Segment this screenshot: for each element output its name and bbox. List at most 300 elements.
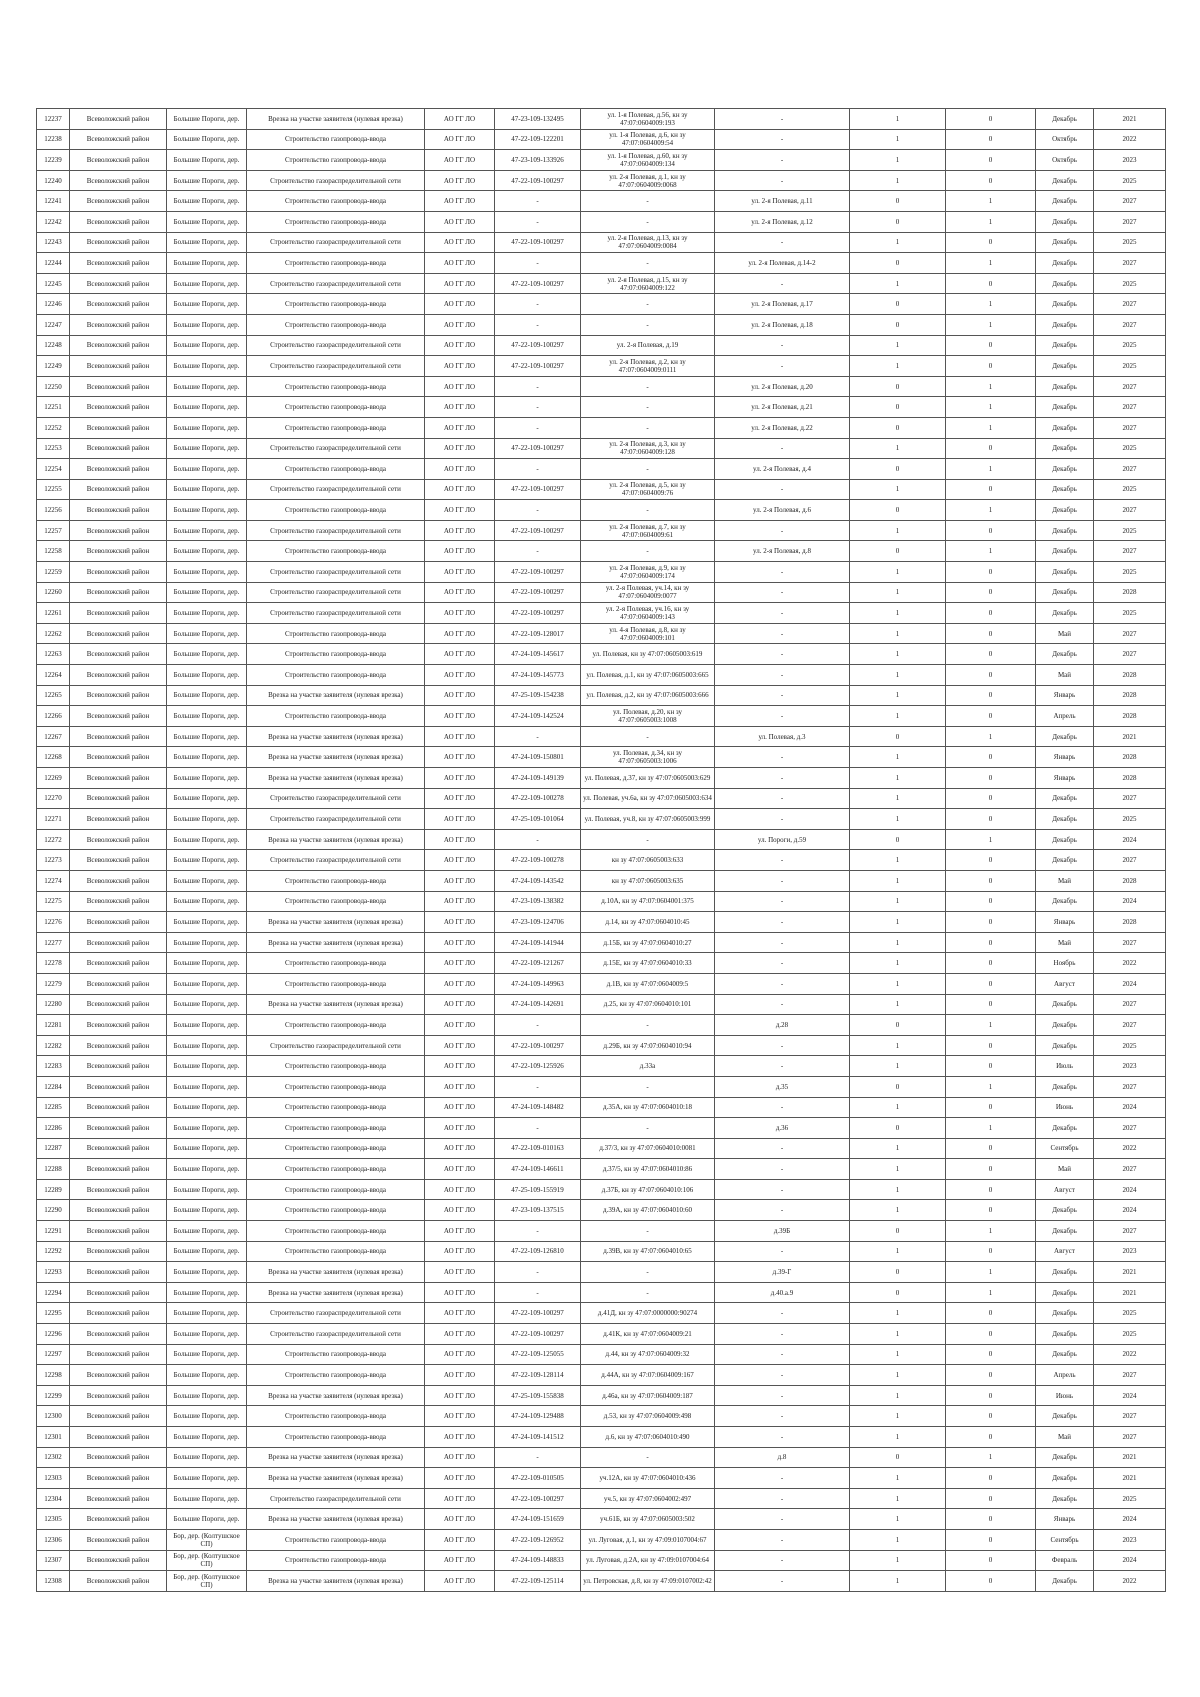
- year-cell: 2027: [1094, 1221, 1166, 1242]
- month-cell: Июнь: [1036, 1097, 1094, 1118]
- year-cell: 2024: [1094, 973, 1166, 994]
- district-cell: Всеволожский район: [70, 1303, 167, 1324]
- count-planned-cell: 1: [946, 829, 1036, 850]
- count-planned-cell: 0: [946, 1159, 1036, 1180]
- work-type-cell: Строительство газораспределительной сети: [247, 582, 425, 603]
- contract-number-cell: -: [495, 1076, 581, 1097]
- count-planned-cell: 0: [946, 706, 1036, 727]
- settlement-cell: Большие Пороги, дер.: [167, 459, 247, 480]
- address-with-cadastral-cell: -: [581, 417, 715, 438]
- address-with-cadastral-cell: -: [581, 294, 715, 315]
- work-type-cell: Строительство газопровода-ввода: [247, 211, 425, 232]
- contract-number-cell: -: [495, 376, 581, 397]
- work-type-cell: Врезка на участке заявителя (нулевая врезка): [247, 829, 425, 850]
- count-contracted-cell: 1: [850, 1200, 946, 1221]
- organization-cell: АО ГГ ЛО: [425, 685, 495, 706]
- address-cell: -: [715, 1365, 850, 1386]
- year-cell: 2024: [1094, 1385, 1166, 1406]
- count-planned-cell: 0: [946, 1571, 1036, 1592]
- settlement-cell: Большие Пороги, дер.: [167, 397, 247, 418]
- table-row: [37, 1035, 1166, 1056]
- address-with-cadastral-cell: кн зу 47:07:0605003:633: [581, 850, 715, 871]
- year-cell: 2027: [1094, 788, 1166, 809]
- settlement-cell: Большие Пороги, дер.: [167, 747, 247, 768]
- month-cell: Январь: [1036, 768, 1094, 789]
- settlement-cell: Бор, дер. (Колтушское СП): [167, 1529, 247, 1550]
- organization-cell: АО ГГ ЛО: [425, 294, 495, 315]
- work-type-cell: Строительство газопровода-ввода: [247, 150, 425, 171]
- settlement-cell: Большие Пороги, дер.: [167, 376, 247, 397]
- year-cell: 2028: [1094, 747, 1166, 768]
- table-row: [37, 603, 1166, 624]
- address-cell: -: [715, 665, 850, 686]
- count-contracted-cell: 1: [850, 768, 946, 789]
- work-type-cell: Строительство газопровода-ввода: [247, 870, 425, 891]
- month-cell: Декабрь: [1036, 479, 1094, 500]
- address-cell: -: [715, 644, 850, 665]
- contract-number-cell: 47-23-109-124706: [495, 912, 581, 933]
- organization-cell: АО ГГ ЛО: [425, 623, 495, 644]
- table-row: [37, 1406, 1166, 1427]
- address-cell: -: [715, 809, 850, 830]
- work-type-cell: Строительство газопровода-ввода: [247, 397, 425, 418]
- count-planned-cell: 1: [946, 1262, 1036, 1283]
- work-type-cell: Строительство газопровода-ввода: [247, 253, 425, 274]
- work-type-cell: Строительство газопровода-ввода: [247, 376, 425, 397]
- work-type-cell: Строительство газопровода-ввода: [247, 1159, 425, 1180]
- table-row: [37, 294, 1166, 315]
- settlement-cell: Большие Пороги, дер.: [167, 191, 247, 212]
- contract-number-cell: -: [495, 1118, 581, 1139]
- year-cell: 2025: [1094, 273, 1166, 294]
- count-contracted-cell: 1: [850, 129, 946, 150]
- settlement-cell: Большие Пороги, дер.: [167, 644, 247, 665]
- count-contracted-cell: 1: [850, 994, 946, 1015]
- organization-cell: АО ГГ ЛО: [425, 1365, 495, 1386]
- work-type-cell: Строительство газопровода-ввода: [247, 1179, 425, 1200]
- contract-number-cell: 47-22-109-121267: [495, 953, 581, 974]
- address-with-cadastral-cell: д.53, кн зу 47:07:0604009:498: [581, 1406, 715, 1427]
- year-cell: 2025: [1094, 1303, 1166, 1324]
- settlement-cell: Большие Пороги, дер.: [167, 1015, 247, 1036]
- row-number-cell: 12268: [37, 747, 70, 768]
- organization-cell: АО ГГ ЛО: [425, 170, 495, 191]
- year-cell: 2024: [1094, 829, 1166, 850]
- table-row: [37, 273, 1166, 294]
- organization-cell: АО ГГ ЛО: [425, 1447, 495, 1468]
- table-row: [37, 1138, 1166, 1159]
- count-planned-cell: 0: [946, 109, 1036, 130]
- row-number-cell: 12269: [37, 768, 70, 789]
- month-cell: Май: [1036, 623, 1094, 644]
- row-number-cell: 12291: [37, 1221, 70, 1242]
- work-type-cell: Строительство газораспределительной сети: [247, 603, 425, 624]
- address-cell: -: [715, 438, 850, 459]
- year-cell: 2028: [1094, 665, 1166, 686]
- count-contracted-cell: 0: [850, 211, 946, 232]
- address-cell: д.39Б: [715, 1221, 850, 1242]
- month-cell: Декабрь: [1036, 582, 1094, 603]
- settlement-cell: Большие Пороги, дер.: [167, 1488, 247, 1509]
- address-with-cadastral-cell: ул. Луговая, д.2А, кн зу 47:09:0107004:64: [581, 1550, 715, 1571]
- settlement-cell: Большие Пороги, дер.: [167, 129, 247, 150]
- count-planned-cell: 1: [946, 500, 1036, 521]
- month-cell: Май: [1036, 1427, 1094, 1448]
- district-cell: Всеволожский район: [70, 376, 167, 397]
- count-planned-cell: 0: [946, 232, 1036, 253]
- year-cell: 2027: [1094, 1015, 1166, 1036]
- count-contracted-cell: 1: [850, 1571, 946, 1592]
- settlement-cell: Большие Пороги, дер.: [167, 870, 247, 891]
- year-cell: 2027: [1094, 932, 1166, 953]
- work-type-cell: Строительство газопровода-ввода: [247, 1015, 425, 1036]
- settlement-cell: Большие Пороги, дер.: [167, 109, 247, 130]
- district-cell: Всеволожский район: [70, 1509, 167, 1530]
- settlement-cell: Большие Пороги, дер.: [167, 335, 247, 356]
- work-type-cell: Строительство газопровода-ввода: [247, 459, 425, 480]
- district-cell: Всеволожский район: [70, 768, 167, 789]
- district-cell: Всеволожский район: [70, 397, 167, 418]
- month-cell: Декабрь: [1036, 211, 1094, 232]
- settlement-cell: Большие Пороги, дер.: [167, 253, 247, 274]
- row-number-cell: 12244: [37, 253, 70, 274]
- address-cell: -: [715, 1241, 850, 1262]
- district-cell: Всеволожский район: [70, 520, 167, 541]
- count-planned-cell: 1: [946, 1282, 1036, 1303]
- address-cell: -: [715, 994, 850, 1015]
- contract-number-cell: -: [495, 1282, 581, 1303]
- address-with-cadastral-cell: ул. 4-я Полевая, д.8, кн зу 47:07:0604009:101: [581, 623, 715, 644]
- contract-number-cell: 47-24-109-145617: [495, 644, 581, 665]
- count-planned-cell: 0: [946, 438, 1036, 459]
- district-cell: Всеволожский район: [70, 1488, 167, 1509]
- count-contracted-cell: 1: [850, 953, 946, 974]
- table-row: [37, 747, 1166, 768]
- district-cell: Всеволожский район: [70, 1179, 167, 1200]
- settlement-cell: Большие Пороги, дер.: [167, 1179, 247, 1200]
- row-number-cell: 12281: [37, 1015, 70, 1036]
- count-planned-cell: 0: [946, 335, 1036, 356]
- month-cell: Декабрь: [1036, 1571, 1094, 1592]
- count-planned-cell: 0: [946, 1200, 1036, 1221]
- address-with-cadastral-cell: ул. 2-я Полевая, д.3, кн зу 47:07:0604009:128: [581, 438, 715, 459]
- table-row: [37, 417, 1166, 438]
- address-with-cadastral-cell: ул. Полевая, д.20, кн зу 47:07:0605003:1008: [581, 706, 715, 727]
- address-with-cadastral-cell: д.1В, кн зу 47:07:0604009:5: [581, 973, 715, 994]
- year-cell: 2025: [1094, 809, 1166, 830]
- row-number-cell: 12278: [37, 953, 70, 974]
- district-cell: Всеволожский район: [70, 1200, 167, 1221]
- work-type-cell: Строительство газопровода-ввода: [247, 191, 425, 212]
- district-cell: Всеволожский район: [70, 417, 167, 438]
- address-with-cadastral-cell: д.41К, кн зу 47:07:0604009:21: [581, 1324, 715, 1345]
- year-cell: 2027: [1094, 294, 1166, 315]
- contract-number-cell: 47-24-109-142691: [495, 994, 581, 1015]
- work-type-cell: Строительство газопровода-ввода: [247, 1097, 425, 1118]
- district-cell: Всеволожский район: [70, 1015, 167, 1036]
- address-with-cadastral-cell: ул. Петровская, д.8, кн зу 47:09:0107002:42: [581, 1571, 715, 1592]
- address-cell: -: [715, 623, 850, 644]
- address-with-cadastral-cell: уч.61Б, кн зу 47:07:0605003:502: [581, 1509, 715, 1530]
- work-type-cell: Строительство газораспределительной сети: [247, 809, 425, 830]
- work-type-cell: Врезка на участке заявителя (нулевая врезка): [247, 726, 425, 747]
- count-planned-cell: 0: [946, 1035, 1036, 1056]
- table-row: [37, 376, 1166, 397]
- month-cell: Декабрь: [1036, 356, 1094, 377]
- month-cell: Июнь: [1036, 1385, 1094, 1406]
- count-planned-cell: 0: [946, 665, 1036, 686]
- work-type-cell: Строительство газораспределительной сети: [247, 356, 425, 377]
- table-row: [37, 1200, 1166, 1221]
- address-with-cadastral-cell: -: [581, 829, 715, 850]
- address-with-cadastral-cell: ул. 2-я Полевая, д.7, кн зу 47:07:0604009:61: [581, 520, 715, 541]
- row-number-cell: 12274: [37, 870, 70, 891]
- table-row: [37, 314, 1166, 335]
- month-cell: Декабрь: [1036, 191, 1094, 212]
- month-cell: Декабрь: [1036, 459, 1094, 480]
- year-cell: 2024: [1094, 1200, 1166, 1221]
- organization-cell: АО ГГ ЛО: [425, 1076, 495, 1097]
- row-number-cell: 12252: [37, 417, 70, 438]
- organization-cell: АО ГГ ЛО: [425, 1406, 495, 1427]
- address-with-cadastral-cell: ул. Полевая, д.2, кн зу 47:07:0605003:666: [581, 685, 715, 706]
- settlement-cell: Большие Пороги, дер.: [167, 541, 247, 562]
- address-with-cadastral-cell: уч.5, кн зу 47:07:0604002:497: [581, 1488, 715, 1509]
- address-with-cadastral-cell: -: [581, 726, 715, 747]
- settlement-cell: Большие Пороги, дер.: [167, 1324, 247, 1345]
- count-contracted-cell: 1: [850, 850, 946, 871]
- address-with-cadastral-cell: д.15Е, кн зу 47:07:0604010:33: [581, 953, 715, 974]
- count-planned-cell: 0: [946, 1344, 1036, 1365]
- address-with-cadastral-cell: ул. 2-я Полевая, д.1, кн зу 47:07:0604009:0068: [581, 170, 715, 191]
- count-contracted-cell: 1: [850, 438, 946, 459]
- gasification-table: [36, 108, 1166, 1592]
- row-number-cell: 12288: [37, 1159, 70, 1180]
- year-cell: 2028: [1094, 768, 1166, 789]
- settlement-cell: Большие Пороги, дер.: [167, 356, 247, 377]
- row-number-cell: 12301: [37, 1427, 70, 1448]
- row-number-cell: 12270: [37, 788, 70, 809]
- address-cell: -: [715, 150, 850, 171]
- settlement-cell: Большие Пороги, дер.: [167, 726, 247, 747]
- address-cell: д.39-Г: [715, 1262, 850, 1283]
- month-cell: Декабрь: [1036, 1221, 1094, 1242]
- address-with-cadastral-cell: -: [581, 1118, 715, 1139]
- settlement-cell: Большие Пороги, дер.: [167, 1282, 247, 1303]
- table-row: [37, 1303, 1166, 1324]
- work-type-cell: Врезка на участке заявителя (нулевая врезка): [247, 747, 425, 768]
- settlement-cell: Большие Пороги, дер.: [167, 1385, 247, 1406]
- row-number-cell: 12300: [37, 1406, 70, 1427]
- address-cell: -: [715, 932, 850, 953]
- row-number-cell: 12242: [37, 211, 70, 232]
- work-type-cell: Строительство газораспределительной сети: [247, 232, 425, 253]
- work-type-cell: Строительство газопровода-ввода: [247, 500, 425, 521]
- count-contracted-cell: 0: [850, 829, 946, 850]
- month-cell: Декабрь: [1036, 417, 1094, 438]
- contract-number-cell: -: [495, 541, 581, 562]
- contract-number-cell: -: [495, 829, 581, 850]
- settlement-cell: Большие Пороги, дер.: [167, 891, 247, 912]
- settlement-cell: Большие Пороги, дер.: [167, 562, 247, 583]
- table-row: [37, 356, 1166, 377]
- row-number-cell: 12251: [37, 397, 70, 418]
- month-cell: Декабрь: [1036, 1447, 1094, 1468]
- organization-cell: АО ГГ ЛО: [425, 397, 495, 418]
- work-type-cell: Строительство газораспределительной сети: [247, 479, 425, 500]
- contract-number-cell: -: [495, 294, 581, 315]
- organization-cell: АО ГГ ЛО: [425, 253, 495, 274]
- month-cell: Декабрь: [1036, 273, 1094, 294]
- month-cell: Декабрь: [1036, 562, 1094, 583]
- address-cell: д.36: [715, 1118, 850, 1139]
- work-type-cell: Строительство газопровода-ввода: [247, 953, 425, 974]
- organization-cell: АО ГГ ЛО: [425, 582, 495, 603]
- address-with-cadastral-cell: -: [581, 211, 715, 232]
- work-type-cell: Строительство газопровода-ввода: [247, 623, 425, 644]
- row-number-cell: 12253: [37, 438, 70, 459]
- count-contracted-cell: 1: [850, 665, 946, 686]
- work-type-cell: Строительство газопровода-ввода: [247, 1118, 425, 1139]
- count-contracted-cell: 1: [850, 747, 946, 768]
- year-cell: 2027: [1094, 314, 1166, 335]
- row-number-cell: 12297: [37, 1344, 70, 1365]
- year-cell: 2025: [1094, 356, 1166, 377]
- year-cell: 2028: [1094, 706, 1166, 727]
- address-cell: -: [715, 129, 850, 150]
- work-type-cell: Строительство газопровода-ввода: [247, 706, 425, 727]
- contract-number-cell: -: [495, 397, 581, 418]
- district-cell: Всеволожский район: [70, 562, 167, 583]
- address-with-cadastral-cell: ул. 2-я Полевая, д.13, кн зу 47:07:0604009:0084: [581, 232, 715, 253]
- table-row: [37, 232, 1166, 253]
- year-cell: 2025: [1094, 232, 1166, 253]
- table-row: [37, 541, 1166, 562]
- settlement-cell: Большие Пороги, дер.: [167, 150, 247, 171]
- address-cell: -: [715, 973, 850, 994]
- month-cell: Декабрь: [1036, 1035, 1094, 1056]
- year-cell: 2027: [1094, 541, 1166, 562]
- count-planned-cell: 1: [946, 1015, 1036, 1036]
- count-planned-cell: 1: [946, 314, 1036, 335]
- year-cell: 2023: [1094, 150, 1166, 171]
- address-with-cadastral-cell: ул. 1-я Полевая, д.60, кн зу 47:07:0604009:134: [581, 150, 715, 171]
- year-cell: 2022: [1094, 1344, 1166, 1365]
- month-cell: Декабрь: [1036, 438, 1094, 459]
- month-cell: Декабрь: [1036, 335, 1094, 356]
- month-cell: Октябрь: [1036, 129, 1094, 150]
- table-row: [37, 973, 1166, 994]
- count-planned-cell: 0: [946, 912, 1036, 933]
- district-cell: Всеволожский район: [70, 479, 167, 500]
- table-row: [37, 768, 1166, 789]
- organization-cell: АО ГГ ЛО: [425, 1282, 495, 1303]
- table-row: [37, 685, 1166, 706]
- address-with-cadastral-cell: д.39В, кн зу 47:07:0604010:65: [581, 1241, 715, 1262]
- district-cell: Всеволожский район: [70, 1385, 167, 1406]
- work-type-cell: Строительство газопровода-ввода: [247, 1056, 425, 1077]
- contract-number-cell: -: [495, 1015, 581, 1036]
- table-row: [37, 1241, 1166, 1262]
- contract-number-cell: 47-24-109-150801: [495, 747, 581, 768]
- address-with-cadastral-cell: д.46а, кн зу 47:07:0604009:187: [581, 1385, 715, 1406]
- district-cell: Всеволожский район: [70, 1159, 167, 1180]
- contract-number-cell: 47-25-109-101064: [495, 809, 581, 830]
- month-cell: Февраль: [1036, 1550, 1094, 1571]
- count-planned-cell: 0: [946, 150, 1036, 171]
- count-planned-cell: 0: [946, 1406, 1036, 1427]
- table-row: [37, 1262, 1166, 1283]
- count-planned-cell: 0: [946, 1179, 1036, 1200]
- table-row: [37, 665, 1166, 686]
- row-number-cell: 12299: [37, 1385, 70, 1406]
- settlement-cell: Большие Пороги, дер.: [167, 1406, 247, 1427]
- organization-cell: АО ГГ ЛО: [425, 150, 495, 171]
- settlement-cell: Бор, дер. (Колтушское СП): [167, 1571, 247, 1592]
- table-row: [37, 726, 1166, 747]
- row-number-cell: 12249: [37, 356, 70, 377]
- table-row: [37, 211, 1166, 232]
- address-with-cadastral-cell: д.44А, кн зу 47:07:0604009:167: [581, 1365, 715, 1386]
- count-contracted-cell: 0: [850, 397, 946, 418]
- table-row: [37, 253, 1166, 274]
- contract-number-cell: 47-24-109-142524: [495, 706, 581, 727]
- contract-number-cell: 47-22-109-126810: [495, 1241, 581, 1262]
- year-cell: 2022: [1094, 129, 1166, 150]
- count-planned-cell: 0: [946, 644, 1036, 665]
- settlement-cell: Бор, дер. (Колтушское СП): [167, 1550, 247, 1571]
- organization-cell: АО ГГ ЛО: [425, 109, 495, 130]
- address-with-cadastral-cell: кн зу 47:07:0605003:635: [581, 870, 715, 891]
- district-cell: Всеволожский район: [70, 500, 167, 521]
- organization-cell: АО ГГ ЛО: [425, 1035, 495, 1056]
- year-cell: 2022: [1094, 1571, 1166, 1592]
- address-with-cadastral-cell: -: [581, 1282, 715, 1303]
- district-cell: Всеволожский район: [70, 211, 167, 232]
- settlement-cell: Большие Пороги, дер.: [167, 273, 247, 294]
- count-planned-cell: 0: [946, 809, 1036, 830]
- count-planned-cell: 1: [946, 726, 1036, 747]
- month-cell: Сентябрь: [1036, 1529, 1094, 1550]
- address-with-cadastral-cell: -: [581, 1221, 715, 1242]
- count-contracted-cell: 1: [850, 1159, 946, 1180]
- address-with-cadastral-cell: ул. Полевая, уч.6а, кн зу 47:07:0605003:634: [581, 788, 715, 809]
- document-page: [36, 108, 1165, 1592]
- month-cell: Декабрь: [1036, 644, 1094, 665]
- address-with-cadastral-cell: д.41Д, кн зу 47:07:0000000:90274: [581, 1303, 715, 1324]
- address-with-cadastral-cell: ул. Полевая, д.37, кн зу 47:07:0605003:629: [581, 768, 715, 789]
- count-contracted-cell: 1: [850, 1241, 946, 1262]
- organization-cell: АО ГГ ЛО: [425, 1097, 495, 1118]
- table-row: [37, 912, 1166, 933]
- month-cell: Январь: [1036, 912, 1094, 933]
- settlement-cell: Большие Пороги, дер.: [167, 623, 247, 644]
- district-cell: Всеволожский район: [70, 314, 167, 335]
- settlement-cell: Большие Пороги, дер.: [167, 1344, 247, 1365]
- month-cell: Август: [1036, 1179, 1094, 1200]
- count-planned-cell: 1: [946, 1076, 1036, 1097]
- month-cell: Январь: [1036, 1509, 1094, 1530]
- settlement-cell: Большие Пороги, дер.: [167, 294, 247, 315]
- address-cell: -: [715, 912, 850, 933]
- address-cell: д.35: [715, 1076, 850, 1097]
- organization-cell: АО ГГ ЛО: [425, 335, 495, 356]
- organization-cell: АО ГГ ЛО: [425, 1529, 495, 1550]
- organization-cell: АО ГГ ЛО: [425, 747, 495, 768]
- table-row: [37, 870, 1166, 891]
- count-planned-cell: 0: [946, 1056, 1036, 1077]
- row-number-cell: 12277: [37, 932, 70, 953]
